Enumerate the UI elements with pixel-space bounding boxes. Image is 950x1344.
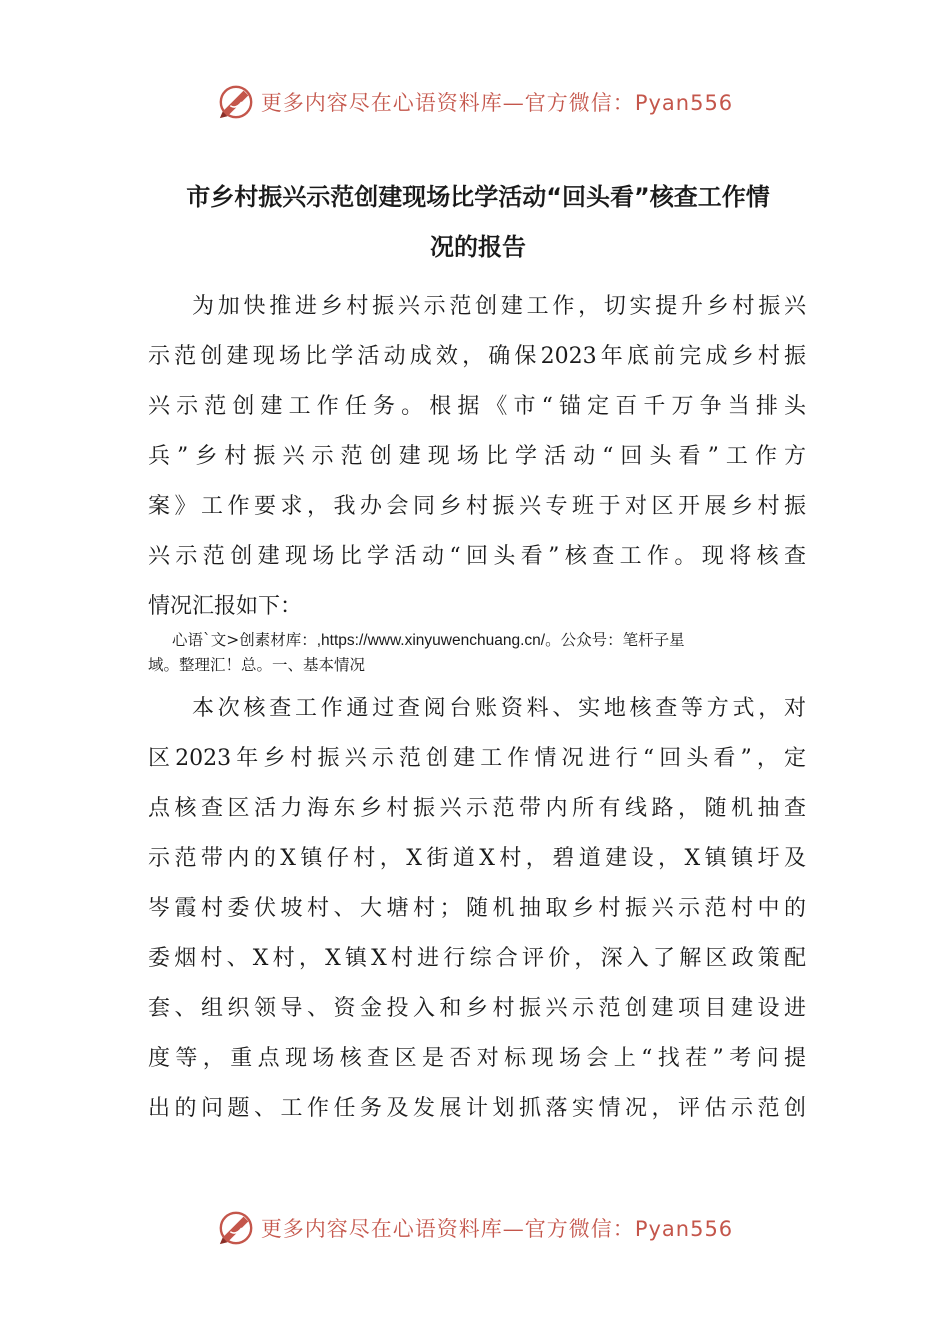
paragraph-line: 度等，重点现场核查区是否对标现场会上“找茬”考问提 <box>148 1046 806 1071</box>
source-note-line-2: 域。整理汇！总。一、基本情况 <box>148 656 366 674</box>
wechat-id: Pyan556 <box>634 91 734 115</box>
paragraph-line: 情况汇报如下： <box>148 594 303 619</box>
header-banner <box>0 82 950 122</box>
document-title-line-2: 况的报告 <box>430 233 526 261</box>
footer-banner <box>0 1208 950 1248</box>
banner-text: 更多内容尽在心语资料库—官方微信：Pyan556 <box>260 1217 734 1241</box>
pen-logo-icon <box>217 83 255 121</box>
pen-logo-icon <box>217 1209 255 1247</box>
paragraph-line: 区2023年乡村振兴示范创建工作情况进行“回头看”，定 <box>148 746 806 771</box>
paragraph-line: 兴示范创建现场比学活动“回头看”核查工作。现将核查 <box>148 544 806 569</box>
intro-paragraph <box>148 282 806 632</box>
paragraph-line: 示范带内的X镇仔村，X街道X村，碧道建设，X镇镇圩及 <box>148 846 806 871</box>
paragraph-line: 岑霞村委伏坡村、大塘村；随机抽取乡村振兴示范村中的 <box>148 896 806 921</box>
paragraph-line: 点核查区活力海东乡村振兴示范带内所有线路，随机抽查 <box>148 796 806 821</box>
paragraph-line: 兵”乡村振兴示范创建现场比学活动“回头看”工作方 <box>148 444 806 469</box>
paragraph-line: 委烟村、X村，X镇X村进行综合评价，深入了解区政策配 <box>148 946 806 971</box>
paragraph-line: 本次核查工作通过查阅台账资料、实地核查等方式，对 <box>192 696 806 721</box>
wechat-id: Pyan556 <box>634 1217 734 1241</box>
paragraph-line: 出的问题、工作任务及发展计划抓落实情况，评估示范创 <box>148 1096 806 1121</box>
paragraph-line: 示范创建现场比学活动成效，确保2023年底前完成乡村振 <box>148 344 806 369</box>
paragraph-line: 兴示范创建工作任务。根据《市“锚定百千万争当排头 <box>148 394 806 419</box>
paragraph-line: 套、组织领导、资金投入和乡村振兴示范创建项目建设进 <box>148 996 806 1021</box>
source-note <box>148 628 806 678</box>
body-paragraph <box>148 684 806 1134</box>
source-url[interactable]: ,https://www.xinyuwenchuang.cn/ <box>316 632 546 649</box>
paragraph-line: 案》工作要求，我办会同乡村振兴专班于对区开展乡村振 <box>148 494 806 519</box>
source-note-line-1: 心语`文>创素材库：,https://www.xinyuwenchuang.cn/。公众号：笔杆子星 <box>172 631 685 649</box>
document-title-line-1: 市乡村振兴示范创建现场比学活动“回头看”核查工作情 <box>186 183 770 211</box>
paragraph-line: 为加快推进乡村振兴示范创建工作，切实提升乡村振兴 <box>192 294 806 319</box>
banner-text: 更多内容尽在心语资料库—官方微信：Pyan556 <box>260 91 734 115</box>
